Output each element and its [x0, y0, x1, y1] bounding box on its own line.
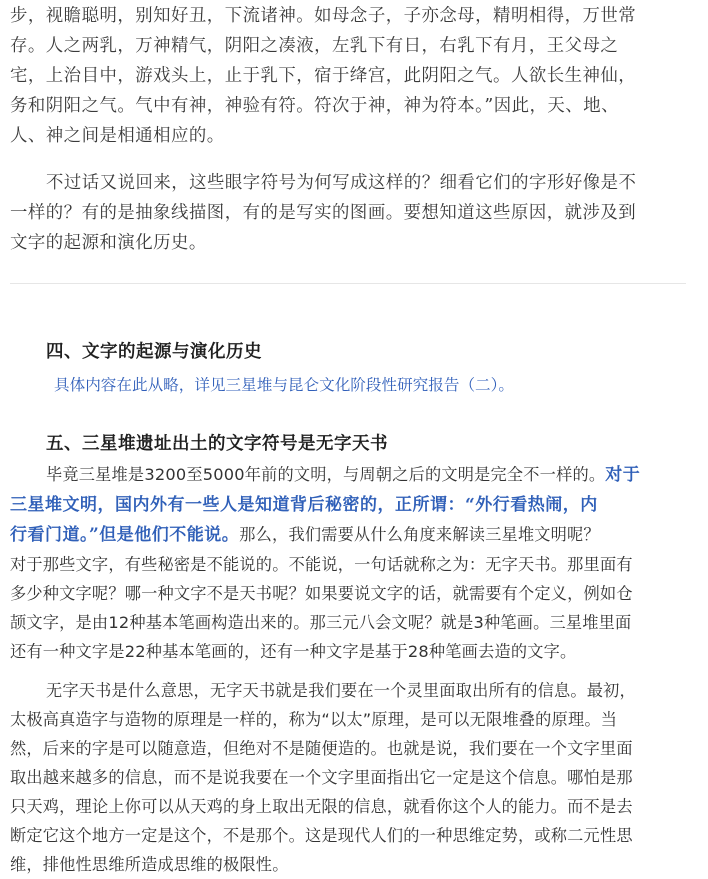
text-line: 人、神之间是相通相应的。: [10, 126, 225, 146]
text-line: 太极高真造字与造物的原理是一样的，称为“以太”原理，是可以无限堆叠的原理。当: [10, 710, 618, 729]
text-line: 一样的？有的是抽象线描图，有的是写实的图画。要想知道这些原因，就涉及到: [10, 203, 637, 223]
text-line: 步，视瞻聪明，别知好丑，下流诸神。如母念子，子亦念母，精明相得，万世常: [10, 6, 637, 26]
text-line: 宅，上治目中，游戏头上，止于乳下，宿于绛宫，此阴阳之气。人欲长生神仙，: [10, 66, 637, 86]
highlight-text: 三星堆文明，国内外有一些人是知道背后秘密的，正所谓：“外行看热闹，内: [10, 495, 598, 515]
text-line: 无字天书是什么意思，无字天书就是我们要在一个灵里面取出所有的信息。最初，: [46, 681, 636, 700]
text-line: 对于那些文字，有些秘密是不能说的。不能说，一句话就称之为：无字天书。那里面有: [10, 555, 633, 574]
highlight-text: 行看门道。”但是他们不能说。: [10, 525, 240, 545]
text-line: 然，后来的字是可以随意造，但绝对不是随便造的。也就是说，我们要在一个文字里面: [10, 739, 633, 758]
section-5-paragraph-1: [10, 460, 700, 666]
text-line: 文字的起源和演化历史。: [10, 233, 207, 253]
section-4-heading: 四、文字的起源与演化历史: [46, 342, 262, 362]
top-paragraph: [10, 1, 700, 151]
highlight-text: 对于: [605, 465, 641, 485]
text-line: 只天鸡，理论上你可以从天鸡的身上取出无限的信息，就看你这个人的能力。而不是去: [10, 797, 633, 816]
section-divider: [10, 283, 686, 284]
text-line: 断定它这个地方一定是这个，不是那个。这是现代人们的一种思维定势，或称二元性思: [10, 826, 633, 845]
text-line: 不过话又说回来，这些眼字符号为何写成这样的？细看它们的字形好像是不: [46, 173, 637, 193]
text-span: 那么，我们需要从什么角度来解读三星堆文明呢？: [239, 525, 600, 544]
section-5-heading: 五、三星堆遗址出土的文字符号是无字天书: [46, 434, 388, 454]
report-link[interactable]: 具体内容在此从略，详见三星堆与昆仑文化阶段性研究报告（二）。: [54, 376, 515, 394]
text-line: 务和阴阳之气。气中有神，神验有符。符次于神，神为符本。”因此，天、地、: [10, 96, 619, 116]
text-line: 颉文字，是由12种基本笔画构造出来的。那三元八会文呢？就是3种笔画。三星堆里面: [10, 613, 632, 632]
paragraph-origin-question: [10, 168, 700, 258]
text-line: [10, 460, 700, 490]
section-5-paragraph-2: [10, 676, 700, 879]
text-line: 还有一种文字是22种基本笔画的，还有一种文字是基于28种笔画去造的文字。: [10, 642, 577, 661]
text-line: 取出越来越多的信息，而不是说我要在一个文字里面指出它一定是这个信息。哪怕是那: [10, 768, 633, 787]
text-line: 维，排他性思维所造成思维的极限性。: [10, 855, 289, 874]
text-line: [10, 490, 700, 520]
text-line: [10, 520, 700, 550]
text-line: 存。人之两乳，万神精气，阴阳之凑液，左乳下有日，右乳下有月，王父母之: [10, 36, 619, 56]
text-line: 多少种文字呢？哪一种文字不是天书呢？如果要说文字的话，就需要有个定义，例如仓: [10, 584, 633, 603]
text-span: 毕竟三星堆是3200至5000年前的文明，与周朝之后的文明是完全不一样的。: [46, 465, 606, 484]
